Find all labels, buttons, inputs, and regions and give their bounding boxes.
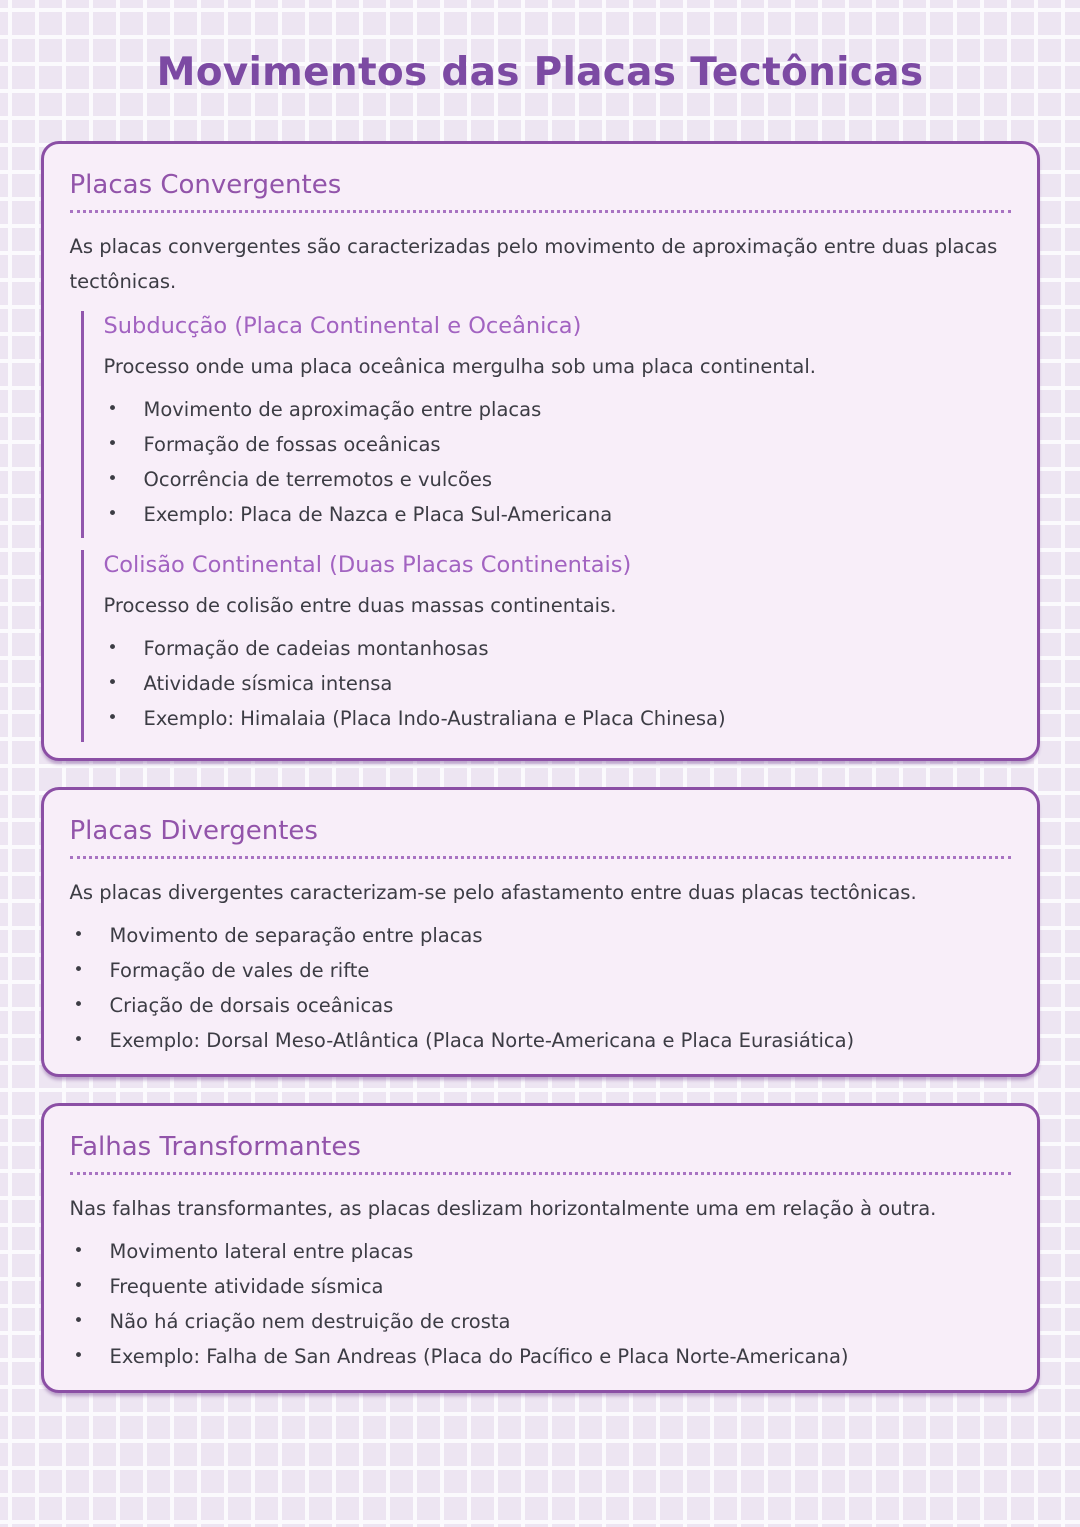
bullet-list: [70, 1234, 1011, 1374]
subsection-heading-colisao-continental: Colisão Continental (Duas Placas Continentais): [103, 552, 632, 578]
bullet-item: • Movimento lateral entre placas: [70, 1234, 1011, 1269]
bullet-item: • Formação de vales de rifte: [70, 953, 1011, 988]
bullet-item: • Exemplo: Himalaia (Placa Indo-Australiana e Placa Chinesa): [104, 701, 1011, 736]
bullet-item: • Movimento de aproximação entre placas: [104, 392, 1011, 427]
bullet-item: • Formação de cadeias montanhosas: [104, 631, 1011, 666]
section-card-placas-divergentes: [41, 787, 1040, 1077]
subsection-colisao-continental: [81, 550, 1011, 742]
subsection-subduccao: [81, 311, 1011, 538]
bullet-item: • Formação de fossas oceânicas: [104, 427, 1011, 462]
bullet-list: [104, 631, 1011, 736]
subsection-description: Processo onde uma placa oceânica mergulha sob uma placa continental.: [103, 355, 816, 378]
bullet-item: • Não há criação nem destruição de crosta: [70, 1304, 1011, 1339]
bullet-item: • Ocorrência de terremotos e vulcões: [104, 462, 1011, 497]
subsection-description: Processo de colisão entre duas massas continentais.: [103, 594, 617, 617]
section-heading-falhas-transformantes: Falhas Transformantes: [70, 1132, 1011, 1175]
bullet-item: • Exemplo: Dorsal Meso-Atlântica (Placa Norte-Americana e Placa Eurasiática): [70, 1023, 1011, 1058]
bullet-item: • Exemplo: Falha de San Andreas (Placa do Pacífico e Placa Norte-Americana): [70, 1339, 1011, 1374]
bullet-item: • Exemplo: Placa de Nazca e Placa Sul-Americana: [104, 497, 1011, 532]
section-intro: As placas divergentes caracterizam-se pelo afastamento entre duas placas tectônicas.: [69, 881, 917, 904]
subsection-heading-subduccao: Subducção (Placa Continental e Oceânica): [103, 313, 582, 339]
section-card-falhas-transformantes: [41, 1103, 1040, 1393]
page-title: Movimentos das Placas Tectônicas: [156, 50, 924, 95]
bullet-item: • Movimento de separação entre placas: [70, 918, 1011, 953]
bullet-item: • Frequente atividade sísmica: [70, 1269, 1011, 1304]
section-heading-placas-divergentes: Placas Divergentes: [70, 816, 1011, 859]
bullet-item: • Atividade sísmica intensa: [104, 666, 1011, 701]
bullet-list: [70, 918, 1011, 1058]
section-card-placas-convergentes: [41, 141, 1040, 761]
section-heading-placas-convergentes: Placas Convergentes: [70, 170, 1011, 213]
section-intro: Nas falhas transformantes, as placas deslizam horizontalmente uma em relação à outra.: [69, 1197, 937, 1220]
bullet-item: • Criação de dorsais oceânicas: [70, 988, 1011, 1023]
section-intro: As placas convergentes são caracterizadas pelo movimento de aproximação entre duas placas tectônicas.: [69, 235, 998, 293]
bullet-list: [104, 392, 1011, 532]
